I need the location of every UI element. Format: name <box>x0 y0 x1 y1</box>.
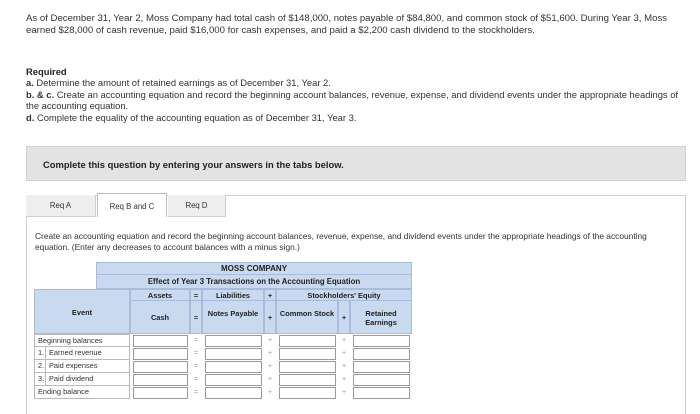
problem-statement: As of December 31, Year 2, Moss Company had total cash of $148,000, notes payable of $84,800, and common stock of $51,600. During Year 3, Moss earned $28,000 of cash revenue, paid $16,000 for cash expenses, and paid a $2,200 cash dividend to the stockholders. <box>26 13 668 37</box>
tab-req-d[interactable]: Req D <box>168 195 226 217</box>
cash-input[interactable] <box>133 387 188 399</box>
equals-sign: = <box>193 350 199 357</box>
cash-input[interactable] <box>133 348 188 360</box>
notes-payable-input[interactable] <box>205 387 262 399</box>
retained-earnings-input[interactable] <box>353 348 410 360</box>
tab-req-b-and-c[interactable]: Req B and C <box>97 193 167 217</box>
notes-payable-header: Notes Payable <box>202 300 264 334</box>
equals-sign: = <box>193 376 199 383</box>
retained-earnings-input[interactable] <box>353 361 410 373</box>
common-stock-input[interactable] <box>279 361 336 373</box>
plus-sign: + <box>267 376 273 383</box>
retained-earnings-input[interactable] <box>353 387 410 399</box>
row-ending-balance: Ending balance <box>34 386 130 399</box>
common-stock-input[interactable] <box>279 348 336 360</box>
required-section <box>26 66 686 123</box>
plus-sign: + <box>267 389 273 396</box>
cash-input[interactable] <box>133 335 188 347</box>
banner-text: Complete this question by entering your answers in the tabs below. <box>43 159 344 170</box>
notes-payable-input[interactable] <box>205 348 262 360</box>
plus-sign: + <box>341 337 347 344</box>
row-paid-dividend: 3. Paid dividend <box>34 373 130 386</box>
common-stock-header: Common Stock <box>276 300 338 334</box>
required-item-a: a. Determine the amount of retained earnings as of December 31, Year 2. <box>26 77 331 89</box>
required-item-d: d. Complete the equality of the accounting equation as of December 31, Year 3. <box>26 111 357 123</box>
row-paid-expenses: 2. Paid expenses <box>34 360 130 373</box>
retained-earnings-header: Retained Earnings <box>350 300 412 334</box>
cash-input[interactable] <box>133 374 188 386</box>
plus-header: + <box>264 289 276 301</box>
notes-payable-input[interactable] <box>205 361 262 373</box>
row-beginning-balances: Beginning balances <box>34 334 130 347</box>
stockholders-equity-header: Stockholders' Equity <box>276 289 412 301</box>
cash-header: Cash <box>130 300 190 334</box>
liabilities-header: Liabilities <box>202 289 264 301</box>
company-name: MOSS COMPANY <box>96 262 412 275</box>
plus-subheader-2: + <box>338 300 350 334</box>
event-header: Event <box>34 289 130 334</box>
retained-earnings-input[interactable] <box>353 335 410 347</box>
notes-payable-input[interactable] <box>205 374 262 386</box>
table-caption: Effect of Year 3 Transactions on the Accounting Equation <box>96 275 412 289</box>
tab-instructions: Create an accounting equation and record the beginning account balances, revenue, expense, and dividend events under the appropriate headings of the accounting equation. (Enter any decreases to account balances with a minus sign.) <box>35 231 647 252</box>
retained-earnings-input[interactable] <box>353 374 410 386</box>
cash-input[interactable] <box>133 361 188 373</box>
plus-sign: + <box>267 337 273 344</box>
equals-subheader: = <box>190 300 202 334</box>
plus-sign: + <box>267 350 273 357</box>
plus-sign: + <box>341 363 347 370</box>
common-stock-input[interactable] <box>279 374 336 386</box>
notes-payable-input[interactable] <box>205 335 262 347</box>
assets-header: Assets <box>130 289 190 301</box>
plus-sign: + <box>341 376 347 383</box>
plus-sign: + <box>341 389 347 396</box>
required-title: Required <box>26 66 67 77</box>
common-stock-input[interactable] <box>279 387 336 399</box>
row-earned-revenue: 1. Earned revenue <box>34 347 130 360</box>
tab-req-a[interactable]: Req A <box>26 195 96 217</box>
equals-header: = <box>190 289 202 301</box>
plus-sign: + <box>341 350 347 357</box>
equals-sign: = <box>193 389 199 396</box>
equals-sign: = <box>193 363 199 370</box>
plus-sign: + <box>267 363 273 370</box>
required-item-bc: b. & c. Create an accounting equation and record the beginning account balances, revenue, expense, and dividend events under the appropriate headings of the accounting equation. <box>26 88 679 112</box>
equals-sign: = <box>193 337 199 344</box>
common-stock-input[interactable] <box>279 335 336 347</box>
instructions-banner <box>26 146 686 181</box>
plus-subheader: + <box>264 300 276 334</box>
